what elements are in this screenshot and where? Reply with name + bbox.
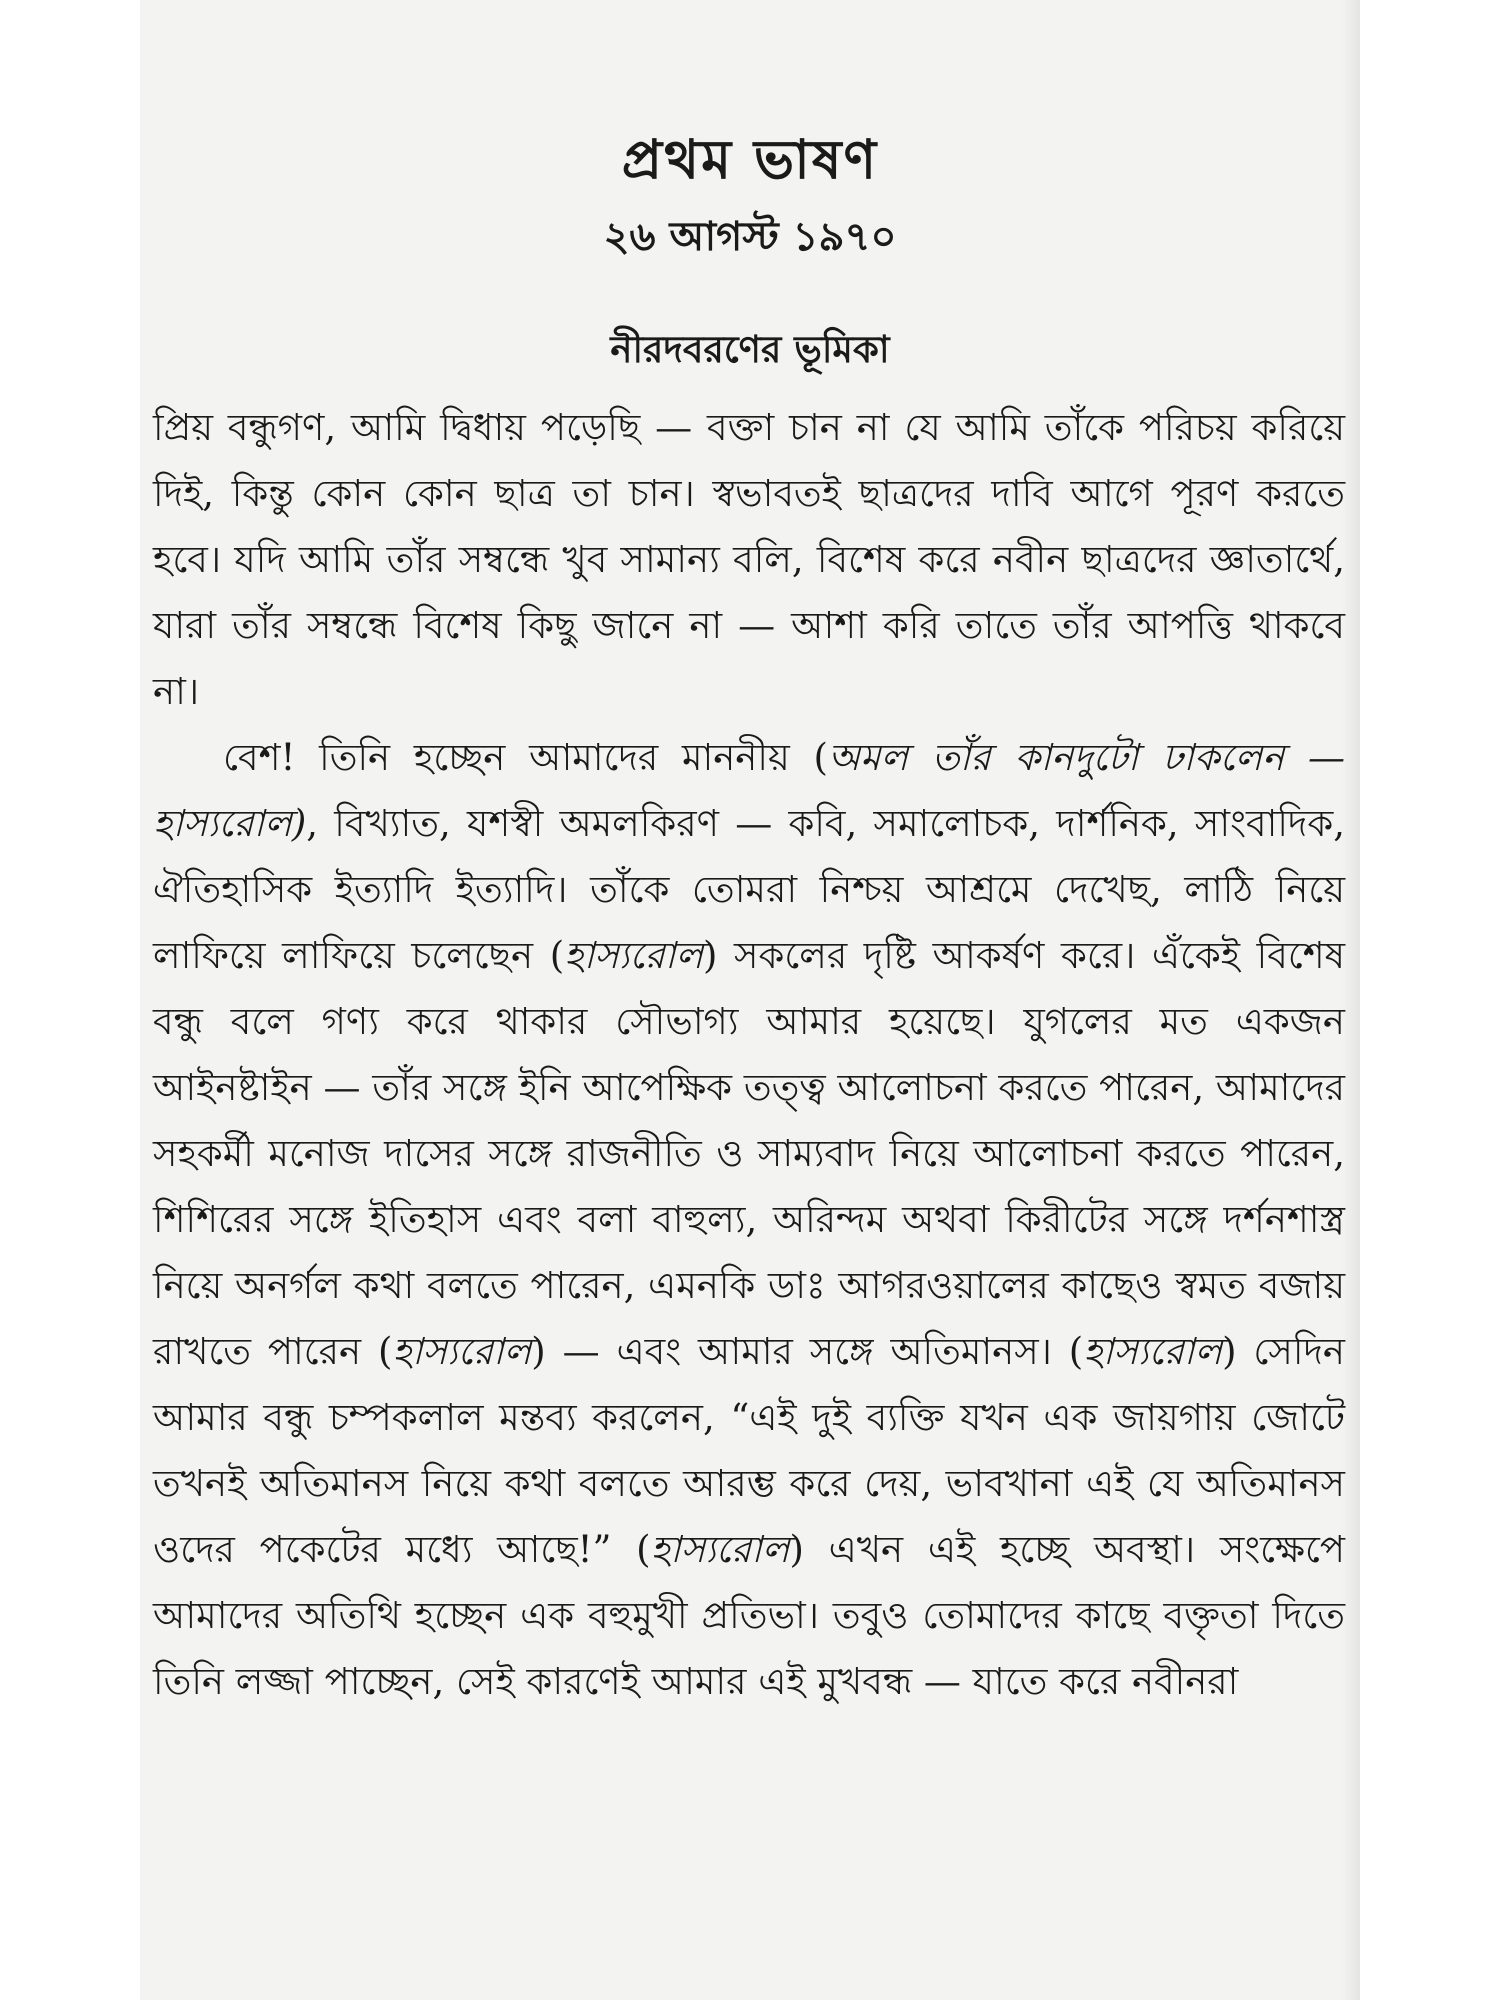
- italic-stage-note: অমল তাঁর কানদুটো ঢাকলেন — হাস্যরোল): [153, 736, 1345, 845]
- text-run: বেশ! তিনি হচ্ছেন আমাদের মাননীয় (: [223, 736, 828, 779]
- paragraph: [153, 725, 1345, 1715]
- text-run: ) সকলের দৃষ্টি আকর্ষণ করে। এঁকেই বিশেষ বন্ধু বলে গণ্য করে থাকার সৌভাগ্য আমার হয়েছে। যুগলের মত একজন আইনষ্টাইন — তাঁর সঙ্গে ইনি আপেক্ষিক তত্ত্ব আলোচনা করতে পারেন, আমাদের সহকর্মী মনোজ দাসের সঙ্গে রাজনীতি ও সাম্যবাদ নিয়ে আলোচনা করতে পারেন, শিশিরের সঙ্গে ইতিহাস এবং বলা বাহুল্য, অরিন্দম অথবা কিরীটের সঙ্গে দর্শনশাস্ত্র নিয়ে অনর্গল কথা বলতে পারেন, এমনকি ডাঃ আগরওয়ালের কাছেও স্বমত বজায় রাখতে পারেন (: [153, 934, 1345, 1373]
- text-run: প্রিয় বন্ধুগণ, আমি দ্বিধায় পড়েছি — বক্তা চান না যে আমি তাঁকে পরিচয় করিয়ে দিই, কিন্তু কোন কোন ছাত্র তা চান। স্বভাবতই ছাত্রদের দাবি আগে পূরণ করতে হবে। যদি আমি তাঁর সম্বন্ধে খুব সামান্য বলি, বিশেষ করে নবীন ছাত্রদের জ্ঞাতার্থে, যারা তাঁর সম্বন্ধে বিশেষ কিছু জানে না — আশা করি তাতে তাঁর আপত্তি থাকবে না।: [153, 406, 1345, 713]
- section-heading: নীরদবরণের ভূমিকা: [610, 327, 890, 371]
- italic-stage-note: হাস্যরোল: [650, 1528, 790, 1571]
- italic-stage-note: হাস্যরোল: [392, 1330, 532, 1373]
- chapter-title: প্রথম ভাষণ: [621, 127, 879, 191]
- text-run: ) — এবং আমার সঙ্গে অতিমানস। (: [531, 1330, 1084, 1373]
- text-run: ) এখন এই হচ্ছে অবস্থা। সংক্ষেপে আমাদের অতিথি হচ্ছেন এক বহুমুখী প্রতিভা। তবুও তোমাদের কাছে বক্তৃতা দিতে তিনি লজ্জা পাচ্ছেন, সেই কারণেই আমার এই মুখবন্ধ — যাতে করে নবীনরা: [153, 1528, 1346, 1703]
- body-text: [153, 395, 1345, 1715]
- italic-stage-note: হাস্যরোল: [1083, 1330, 1223, 1373]
- italic-stage-note: হাস্যরোল: [564, 934, 704, 977]
- chapter-date: ২৬ আগস্ট ১৯৭০: [603, 213, 897, 260]
- text-run: ) সেদিন আমার বন্ধু চম্পকলাল মন্তব্য করলেন, “এই দুই ব্যক্তি যখন এক জায়গায় জোটে তখনই অতিমানস নিয়ে কথা বলতে আরম্ভ করে দেয়, ভাবখানা এই যে অতিমানস ওদের পকেটের মধ্যে আছে!” (: [153, 1330, 1345, 1571]
- book-page: [140, 0, 1360, 2000]
- text-run: , বিখ্যাত, যশস্বী অমলকিরণ — কবি, সমালোচক, দার্শনিক, সাংবাদিক, ঐতিহাসিক ইত্যাদি ইত্যাদি। তাঁকে তোমরা নিশ্চয় আশ্রমে দেখেছ, লাঠি নিয়ে লাফিয়ে লাফিয়ে চলেছেন (: [153, 802, 1345, 977]
- paragraph: [153, 395, 1345, 725]
